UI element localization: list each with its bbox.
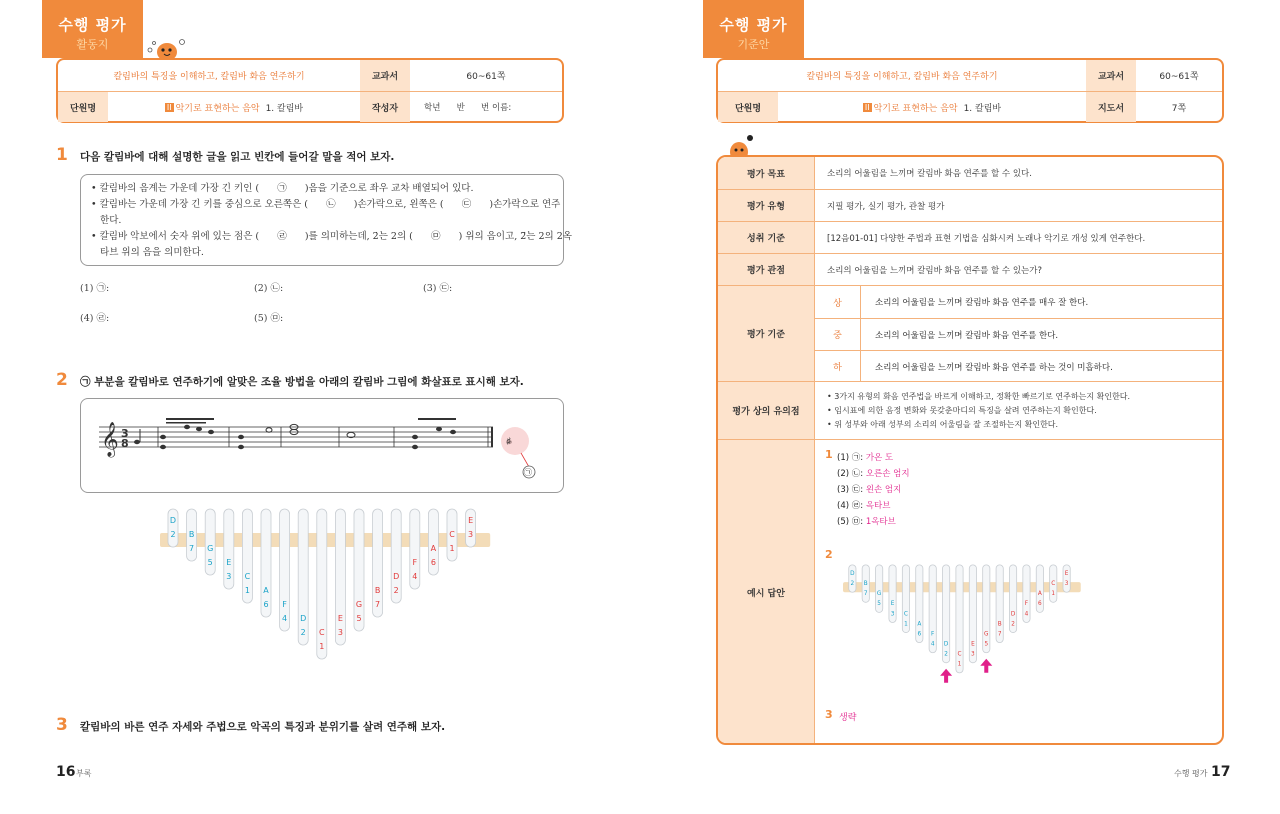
textbook-value-right: 60~61쪽 <box>1159 72 1199 82</box>
kalimba-key <box>849 565 856 592</box>
q1-line-3: 한다. <box>91 215 122 226</box>
page-label-left: 부록 <box>76 769 92 778</box>
q1-number: 1 <box>56 145 68 165</box>
kalimba-key-note: D <box>943 641 949 648</box>
tag-subtitle: 활동지 <box>76 38 109 51</box>
unit-name: 악기로 표현하는 음악 <box>175 103 260 114</box>
level-mid-text: 소리의 어울림을 느끼며 칼림바 화음 연주를 한다. <box>875 330 1059 341</box>
kalimba-key-number: 1 <box>1051 591 1056 598</box>
kalimba-key <box>969 565 976 663</box>
unit-label-right: 단원명 <box>718 92 778 122</box>
kalimba-key-number: 6 <box>263 600 269 609</box>
kalimba-key-number: 5 <box>984 641 989 648</box>
kalimba-key-number: 2 <box>300 628 306 637</box>
kalimba-key-note: F <box>282 600 287 609</box>
kalimba-key-note: D <box>300 614 307 623</box>
textbook-label-right: 교과서 <box>1086 60 1136 91</box>
kalimba-key-number: 7 <box>863 591 868 598</box>
kalimba-key-number: 1 <box>449 544 455 553</box>
notes-label: 평가 상의 유의점 <box>718 382 814 439</box>
kalimba-key-note: D <box>169 516 177 525</box>
level-high-key: 상 <box>815 286 861 318</box>
unit-name-right: 악기로 표현하는 음악 <box>873 103 958 114</box>
kalimba-key-number: 3 <box>971 651 975 658</box>
level-mid <box>815 318 1222 350</box>
q1-answer-2[interactable]: (2) ㉡: <box>254 283 284 294</box>
unit-label: 단원명 <box>58 92 108 122</box>
kalimba-key-number: 7 <box>189 544 195 553</box>
kalimba-key <box>466 509 476 547</box>
page-number-left: 16 <box>56 764 76 780</box>
kalimba-key-note: C <box>903 611 908 618</box>
answer1-number: 1 <box>825 448 833 461</box>
rubric-table <box>716 155 1224 745</box>
kalimba-key <box>1063 565 1070 592</box>
kalimba-key <box>280 509 290 631</box>
example-answers <box>814 440 1222 745</box>
textbook-label: 교과서 <box>360 60 410 91</box>
page-label-right: 수행 평가 <box>1174 769 1208 778</box>
kalimba-key-number: 7 <box>375 600 381 609</box>
right-header-table <box>716 58 1224 123</box>
kalimba-key-note: E <box>226 558 232 567</box>
kalimba-key-note: B <box>863 581 868 588</box>
q1-answer-4[interactable]: (4) ㉣: <box>80 313 110 324</box>
note-item: • 3가지 유형의 화음 연주법을 바르게 이해하고, 정확한 빠르기로 연주하는지 확인한다. <box>827 391 1131 401</box>
answer3-text: 생략 <box>839 713 857 723</box>
kalimba-key <box>983 565 990 653</box>
arrow-up-icon <box>940 669 952 683</box>
tag-title: 수행 평가 <box>58 16 127 34</box>
kalimba-key-note: C <box>957 651 962 658</box>
kalimba-key-note: D <box>1010 611 1016 618</box>
kalimba-key-note: B <box>188 530 195 539</box>
row-standard <box>718 221 1222 253</box>
notes-list <box>814 382 1222 439</box>
q2-text: ㉠ 부분을 칼림바로 연주하기에 알맞은 조율 방법을 아래의 칼림바 그림에 화살표로 표시해 보자. <box>80 376 524 388</box>
kalimba-key-number: 7 <box>997 631 1002 638</box>
tag-subtitle-right: 기준안 <box>737 38 770 51</box>
q1-info-box <box>80 174 572 266</box>
row-criteria <box>718 285 1222 381</box>
level-high-text: 소리의 어울림을 느끼며 칼림바 화음 연주를 매우 잘 한다. <box>875 298 1089 308</box>
kalimba-key <box>943 565 950 663</box>
unit-value <box>108 92 360 122</box>
kalimba-key-note: B <box>374 586 381 595</box>
guide-label: 지도서 <box>1086 92 1136 122</box>
criteria-levels <box>814 286 1222 381</box>
time-sig-bottom: 8 <box>121 437 129 450</box>
level-low-key: 하 <box>815 351 861 382</box>
treble-clef-icon: 𝄞 <box>101 422 119 457</box>
kalimba-key-note: E <box>468 516 474 525</box>
kalimba-key-number: 3 <box>226 572 232 581</box>
row-view <box>718 253 1222 285</box>
row-goal <box>718 157 1222 189</box>
q1-line-1: • 칼림바의 음계는 가운데 가장 긴 키인 ( ㉠ )음을 기준으로 좌우 교차 배열되어 있다. <box>91 183 474 194</box>
kalimba-key-note: C <box>1051 581 1056 588</box>
kalimba-key-note: E <box>337 614 343 623</box>
right-page <box>640 0 1280 814</box>
section-tag-right <box>703 0 804 58</box>
kalimba-key-note: E <box>1064 570 1069 577</box>
kalimba-key-number: 6 <box>430 558 436 567</box>
tag-title-right: 수행 평가 <box>719 16 788 34</box>
unit-badge-right: II <box>864 102 870 112</box>
kalimba-key-number: 2 <box>850 581 855 588</box>
kalimba-key-number: 6 <box>1038 601 1042 608</box>
kalimba-key-number: 1 <box>957 661 962 668</box>
row-example <box>718 439 1222 745</box>
q1-line-2: • 칼림바는 가운데 가장 긴 키를 중심으로 오른쪽은 ( ㉡ )손가락으로, 왼쪽은 ( ㉢ )손가락으로 연주 <box>91 199 561 210</box>
kalimba-key-number: 4 <box>282 614 288 623</box>
kalimba-key-number: 1 <box>904 621 908 628</box>
kalimba-key-number: 5 <box>877 601 881 608</box>
goal-value: 소리의 어울림을 느끼며 칼림바 화음 연주를 할 수 있다. <box>814 157 1222 189</box>
kalimba-key-note: G <box>984 631 989 638</box>
kalimba-key-note: F <box>931 631 935 638</box>
q3-text: 칼림바의 바른 연주 자세와 주법으로 악곡의 특징과 분위기를 살려 연주해 보자. <box>80 721 446 733</box>
view-label: 평가 관점 <box>718 254 814 285</box>
kalimba-key-number: 1 <box>319 642 325 651</box>
kalimba-key-number: 4 <box>1024 611 1029 618</box>
type-label: 평가 유형 <box>718 190 814 221</box>
unit-value-right <box>778 92 1086 122</box>
page-number-right: 17 <box>1211 764 1231 780</box>
q1-answer-3[interactable]: (3) ㉢: <box>423 283 453 294</box>
q1-line-5: 타브 위의 음을 의미한다. <box>91 247 204 258</box>
kalimba-key <box>354 509 364 631</box>
criteria-label: 평가 기준 <box>718 286 814 381</box>
music-score <box>81 399 565 494</box>
kalimba-key <box>929 565 936 653</box>
kalimba-key-number: 3 <box>337 628 343 637</box>
q1-answer-5[interactable]: (5) ㉤: <box>254 313 284 324</box>
kalimba-key-note: C <box>244 572 251 581</box>
author-field[interactable]: 학년 반 번 이름: <box>424 103 512 113</box>
kalimba-key-number: 4 <box>930 641 935 648</box>
q1-answer-1[interactable]: (1) ㉠: <box>80 283 110 294</box>
example-label: 예시 답안 <box>718 440 814 745</box>
note-item: • 위 성부와 아래 성부의 소리의 어울림을 잘 조절하는지 확인한다. <box>827 419 1059 429</box>
kalimba-key <box>298 509 308 645</box>
answer2-number: 2 <box>825 548 833 561</box>
kalimba-key-number: 2 <box>944 651 948 658</box>
kalimba-key-number: 6 <box>917 631 922 638</box>
answer1-item-1: (1) ㉠: 가온 도 <box>837 453 894 463</box>
sharp-note-icon: ♯ <box>506 435 512 448</box>
kalimba-left <box>160 505 506 680</box>
kalimba-key-note: G <box>355 600 363 609</box>
level-mid-key: 중 <box>815 319 861 350</box>
kalimba-key-note: D <box>850 570 855 577</box>
unit-badge: II <box>166 102 172 112</box>
kalimba-key-number: 2 <box>393 586 399 595</box>
q3-number: 3 <box>56 715 68 735</box>
kalimba-key-note: E <box>971 641 975 648</box>
kalimba-key <box>168 509 178 547</box>
kalimba-key-note: G <box>876 591 882 598</box>
standard-value: [12음01-01] 다양한 주법과 표현 기법을 심화시켜 노래나 악기로 개성 있게 연주한다. <box>814 222 1222 253</box>
kalimba-key-note: G <box>207 544 214 553</box>
kalimba-key-number: 2 <box>170 530 176 539</box>
answer1-list <box>837 450 910 530</box>
kalimba-key-note: B <box>997 621 1002 628</box>
goal-label: 평가 목표 <box>718 157 814 189</box>
kalimba-key-note: A <box>1037 591 1042 598</box>
answer3-number: 3 <box>825 708 833 721</box>
time-sig-top: 3 <box>121 427 129 440</box>
section-tag <box>42 0 143 58</box>
kalimba-key-number: 5 <box>207 558 213 567</box>
kalimba-key-number: 4 <box>412 572 418 581</box>
answer1-item-4: (4) ㉣: 옥타브 <box>837 501 891 511</box>
author-label: 작성자 <box>360 92 410 122</box>
arrow-up-icon <box>980 659 992 673</box>
level-high <box>815 286 1222 318</box>
kalimba-key-note: F <box>1024 601 1029 608</box>
view-value: 소리의 어울림을 느끼며 칼림바 화음 연주를 할 수 있는가? <box>814 254 1222 285</box>
kalimba-key-number: 2 <box>1011 621 1015 628</box>
q2-number: 2 <box>56 370 68 390</box>
note-item: • 임시표에 의한 음정 변화와 못갖춘마디의 특징을 살려 연주하는지 확인한다. <box>827 405 1097 415</box>
kalimba-key-note: D <box>393 572 400 581</box>
unit-subname-right: 1. 칼림바 <box>963 103 1002 114</box>
q1-text: 다음 칼림바에 대해 설명한 글을 읽고 빈칸에 들어갈 말을 적어 보자. <box>80 151 395 163</box>
kalimba-key-number: 1 <box>244 586 250 595</box>
kalimba-right <box>843 562 1095 698</box>
guide-value: 7쪽 <box>1171 103 1187 114</box>
kalimba-key-note: A <box>263 586 269 595</box>
kalimba-key-number: 3 <box>1064 581 1069 588</box>
row-notes <box>718 381 1222 439</box>
unit-subname: 1. 칼림바 <box>265 103 304 114</box>
kalimba-key-note: C <box>319 628 325 637</box>
kalimba-key-number: 3 <box>468 530 474 539</box>
kalimba-key-note: A <box>430 544 437 553</box>
level-low <box>815 350 1222 382</box>
left-header-table <box>56 58 564 123</box>
score-box <box>80 398 564 493</box>
kalimba-key-number: 5 <box>356 614 362 623</box>
answer1-item-5: (5) ㉤: 1옥타브 <box>837 517 896 527</box>
answer1-item-3: (3) ㉢: 왼손 엄지 <box>837 485 902 495</box>
kalimba-key-note: F <box>412 558 418 567</box>
activity-title: 칼림바의 특징을 이해하고, 칼림바 화음 연주하기 <box>113 72 305 82</box>
kalimba-key-note: C <box>449 530 455 539</box>
kalimba-key-number: 3 <box>890 611 895 618</box>
type-value: 지필 평가, 실기 평가, 관찰 평가 <box>814 190 1222 221</box>
activity-title-right: 칼림바의 특징을 이해하고, 칼림바 화음 연주하기 <box>806 72 998 82</box>
kalimba-key <box>335 509 345 645</box>
row-type <box>718 189 1222 221</box>
textbook-value: 60~61쪽 <box>466 72 506 82</box>
kalimba-key-note: E <box>890 601 895 608</box>
marker-label: ㉠ <box>524 468 532 477</box>
q1-line-4: • 칼림바 악보에서 숫자 위에 있는 점은 ( ㉣ )를 의미하는데, 2̇는 2의 ( ㉤ ) 위의 음이고, 2̈는 2의 2옥 <box>91 231 572 242</box>
standard-label: 성취 기준 <box>718 222 814 253</box>
answer1-item-2: (2) ㉡: 오른손 엄지 <box>837 469 910 479</box>
kalimba-key-note: A <box>917 621 922 628</box>
level-low-text: 소리의 어울림을 느끼며 칼림바 화음 연주를 하는 것이 미흡하다. <box>875 362 1113 373</box>
